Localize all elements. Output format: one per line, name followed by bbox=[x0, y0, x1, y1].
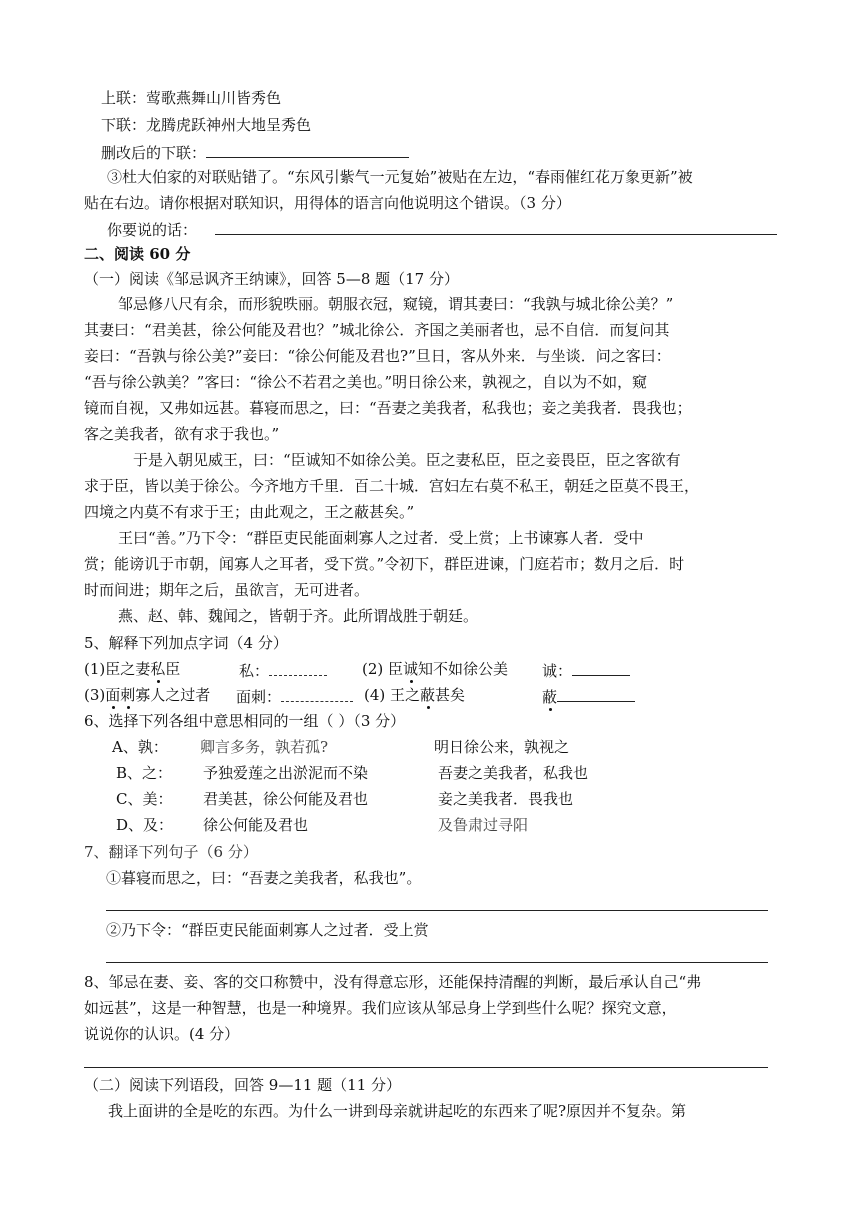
q5-item-3-answer: 面刺： bbox=[236, 685, 353, 707]
couplet-lower: 下联：龙腾虎跃神州大地呈秀色 bbox=[101, 116, 312, 134]
revised-answer-line[interactable] bbox=[206, 141, 409, 158]
question-8-line3: 说说你的认识。(4 分） bbox=[84, 1025, 240, 1043]
passage-2-line: 我上面讲的全是吃的东西。为什么一讲到母亲就讲起吃的东西来了呢?原因并不复杂。第 bbox=[108, 1102, 687, 1120]
subsection-1-heading: （一）阅读《邹忌讽齐王纳谏》，回答 5—8 题（17 分） bbox=[84, 270, 459, 288]
passage-line: 客之美我者，欲有求于我也。” bbox=[84, 425, 280, 443]
q5-item-3: (3)面刺寡人之过者 bbox=[84, 686, 211, 704]
say-answer-line[interactable] bbox=[215, 234, 777, 235]
q7-answer-line-2[interactable] bbox=[106, 962, 768, 963]
q5-item-1-answer: 私： bbox=[239, 659, 327, 681]
passage-line: 求于臣，皆以美于徐公。今齐地方千里．百二十城．宫妇左右莫不私王，朝廷之臣莫不畏王， bbox=[84, 477, 700, 495]
passage-line: 王曰“善。”乃下令：“群臣吏民能面刺寡人之过者．受上赏；上书谏寡人者．受中 bbox=[118, 529, 644, 547]
question-3-line2: 贴在右边。请你根据对联知识，用得体的语言向他说明这个错误。（3 分） bbox=[84, 194, 571, 212]
q5-item-2: (2) 臣诚知不如徐公美 bbox=[362, 660, 509, 678]
q7-sentence-1: ①暮寝而思之，曰：“吾妻之美我者，私我也”。 bbox=[106, 869, 422, 887]
q5-item-1: (1)臣之妻私臣 bbox=[84, 660, 181, 678]
q6-option-b-label[interactable]: B、之： bbox=[116, 764, 173, 782]
q5-item-2-answer: 诚： bbox=[542, 659, 630, 681]
q6-option-c-text1: 君美甚，徐公何能及君也 bbox=[203, 790, 369, 808]
question-8-line2: 如远甚”，这是一种智慧，也是一种境界。我们应该从邹忌身上学到些什么呢？探究文意， bbox=[84, 999, 677, 1017]
q5-answer-4[interactable] bbox=[557, 685, 635, 702]
question-7-heading: 7、翻译下列句子（6 分） bbox=[84, 843, 258, 861]
q6-option-d-text1: 徐公何能及君也 bbox=[203, 816, 309, 834]
q5-answer-1[interactable] bbox=[269, 659, 327, 676]
q7-answer-line-1[interactable] bbox=[106, 910, 768, 911]
passage-line: 四境之内莫不有求于王；由此观之，王之蔽甚矣。” bbox=[84, 503, 415, 521]
section-2-heading: 二、阅读 60 分 bbox=[84, 245, 191, 263]
question-6-heading: 6、选择下列各组中意思相同的一组（ ）（3 分） bbox=[84, 712, 406, 730]
q5-item-4-answer: 蔽 bbox=[542, 685, 635, 707]
passage-line: 其妻曰：“君美甚，徐公何能及君也？”城北徐公．齐国之美丽者也，忌不自信．而复问其 bbox=[84, 321, 670, 339]
passage-line: 赏；能谤讥于市朝，闻寡人之耳者，受下赏。”令初下，群臣进谏，门庭若市；数月之后．时 bbox=[84, 555, 685, 573]
question-8-line1: 8、邹忌在妻、妾、客的交口称赞中，没有得意忘形，还能保持清醒的判断，最后承认自己“弗 bbox=[84, 973, 702, 991]
q6-option-a-label[interactable]: A、孰： bbox=[112, 738, 168, 756]
passage-line: 于是入朝见威王，曰：“臣诚知不如徐公美。臣之妻私臣，臣之妾畏臣，臣之客欲有 bbox=[133, 451, 681, 469]
passage-line: “吾与徐公孰美？”客曰：“徐公不若君之美也。”明日徐公来，孰视之，自以为不如，窥 bbox=[84, 373, 648, 391]
q5-answer-3[interactable] bbox=[281, 685, 353, 702]
q6-option-d-label[interactable]: D、及： bbox=[116, 816, 174, 834]
passage-line: 燕、赵、韩、魏闻之，皆朝于齐。此所谓战胜于朝廷。 bbox=[118, 607, 479, 625]
couplet-upper: 上联：莺歌燕舞山川皆秀色 bbox=[101, 89, 282, 107]
q7-sentence-2: ②乃下令：“群臣吏民能面刺寡人之过者．受上赏 bbox=[106, 921, 429, 939]
q6-option-c-text2: 妾之美我者．畏我也 bbox=[438, 790, 574, 808]
q6-option-a-text2: 明日徐公来，孰视之 bbox=[434, 738, 570, 756]
q5-answer-2[interactable] bbox=[572, 659, 630, 676]
question-5-heading: 5、解释下列加点字词（4 分） bbox=[84, 634, 288, 652]
revised-couplet-label: 删改后的下联： bbox=[101, 141, 409, 163]
passage-line: 时而间进；期年之后，虽欲言，无可进者。 bbox=[84, 581, 370, 599]
passage-line: 镜而自视，又弗如远甚。暮寝而思之，曰：“吾妻之美我者，私我也；妾之美我者．畏我也； bbox=[84, 399, 692, 417]
q6-option-c-label[interactable]: C、美： bbox=[116, 790, 173, 808]
q6-option-a-text1: 卿言多务，孰若孤? bbox=[200, 738, 329, 756]
passage-line: 邹忌修八尺有余，而形貌昳丽。朝服衣冠，窥镜，谓其妻曰：“我孰与城北徐公美？” bbox=[118, 295, 674, 313]
q6-option-b-text2: 吾妻之美我者，私我也 bbox=[438, 764, 589, 782]
q6-option-d-text2: 及鲁肃过寻阳 bbox=[438, 816, 529, 834]
passage-line: 妾曰：“吾孰与徐公美?”妾曰：“徐公何能及君也?”旦日，客从外来．与坐谈．问之客曰： bbox=[84, 347, 671, 365]
q6-option-b-text1: 予独爱莲之出淤泥而不染 bbox=[203, 764, 369, 782]
say-label: 你要说的话： bbox=[107, 221, 198, 239]
q8-answer-line[interactable] bbox=[84, 1067, 768, 1068]
subsection-2-heading: （二）阅读下列语段，回答 9—11 题（11 分） bbox=[84, 1076, 402, 1094]
question-3-line1: ③杜大伯家的对联贴错了。“东风引紫气一元复始”被贴在左边，“春雨催红花万象更新”被 bbox=[107, 168, 693, 186]
q5-item-4: (4) 王之蔽甚矣 bbox=[364, 686, 466, 704]
